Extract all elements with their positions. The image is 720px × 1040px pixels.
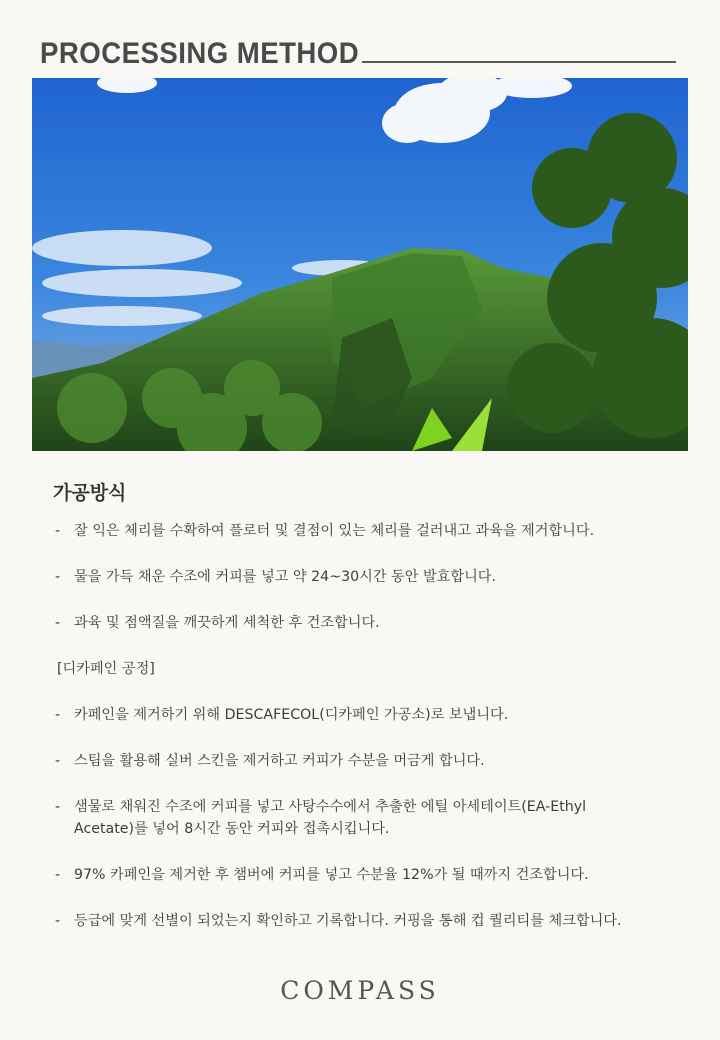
bullet-dash: - [55, 569, 61, 585]
step-text: 과육 및 점액질을 깨끗하게 세척한 후 건조합니다. [74, 615, 380, 631]
step-text: 물을 가득 채운 수조에 커피를 넣고 약 24~30시간 동안 발효합니다. [74, 569, 497, 585]
list-item [55, 796, 645, 840]
coffee-farm-photo [32, 78, 688, 451]
header-divider [362, 61, 676, 63]
bullet-dash: - [55, 867, 61, 883]
decaf-heading: [디카페인 공정] [57, 661, 155, 677]
list-item [55, 520, 695, 542]
bullet-dash: - [55, 913, 61, 929]
page-title: PROCESSING METHOD [40, 37, 360, 70]
list-item [55, 566, 695, 588]
list-item [55, 750, 695, 772]
step-text: 잘 익은 체리를 수확하여 플로터 및 결점이 있는 체리를 걸러내고 과육을 제거합니다. [74, 523, 595, 539]
page-header [40, 34, 680, 74]
step-text: 스팀을 활용해 실버 스킨을 제거하고 커피가 수분을 머금게 합니다. [74, 753, 485, 769]
step-text: 97% 카페인을 제거한 후 챔버에 커피를 넣고 수분율 12%가 될 때까지 건조합니다. [74, 867, 589, 883]
process-steps [55, 520, 695, 932]
list-item [55, 704, 695, 726]
step-text: 샘물로 채워진 수조에 커피를 넣고 사탕수수에서 추출한 에틸 아세테이트(EA-Ethyl Acetate)를 넣어 8시간 동안 커피와 접촉시킵니다. [74, 799, 587, 837]
list-item [55, 864, 695, 886]
bullet-dash: - [55, 523, 61, 539]
bullet-dash: - [55, 753, 61, 769]
compass-logo: COMPASS [280, 976, 440, 1005]
bullet-dash: - [55, 707, 61, 723]
list-item [55, 612, 695, 634]
list-item [55, 910, 695, 932]
bullet-dash: - [55, 615, 61, 631]
section-title: 가공방식 [53, 482, 127, 504]
step-text: 등급에 맞게 선별이 되었는지 확인하고 기록합니다. 커핑을 통해 컵 퀄리티를 체크합니다. [74, 913, 622, 929]
bullet-dash: - [55, 799, 61, 815]
step-text: 카페인을 제거하기 위해 DESCAFECOL(디카페인 가공소)로 보냅니다. [74, 707, 509, 723]
